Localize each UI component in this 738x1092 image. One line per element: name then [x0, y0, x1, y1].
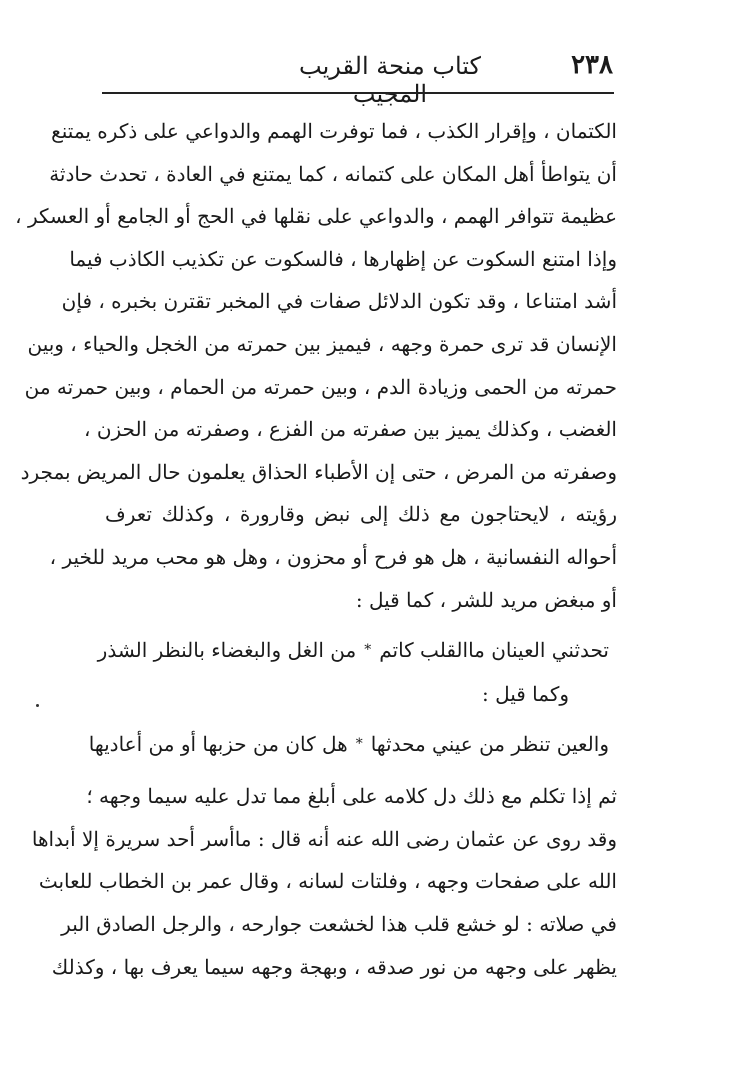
book-title: كتاب منحة القريب المجيب	[299, 52, 481, 108]
text-line: وإذا امتنع السكوت عن إظهارها ، فالسكوت عن تكذيب الكاذب فيما	[69, 246, 617, 271]
verse-2	[88, 721, 617, 767]
verse-second-half: من الغل والبغضاء بالنظر الشذر	[97, 638, 357, 663]
verse-1	[97, 627, 617, 673]
text-line: عظيمة تتوافر الهمم ، والدواعي على نقلها في الحج أو الجامع أو العسكر ،	[15, 204, 617, 229]
verse-first-half: والعين تنظر من عيني محدثها	[370, 732, 609, 757]
text-line: الكتمان ، وإقرار الكذب ، فما توفرت الهمم والدواعي على ذكره يمتنع	[51, 119, 617, 143]
page-header	[110, 46, 613, 108]
text-line: الإنسان قد ترى حمرة وجهه ، فيميز بين حمرته من الخجل والحياء ، وبين	[27, 331, 617, 356]
text-line: رؤيته ، لايحتاجون مع ذلك إلى نبض وقارورة ، وكذلك تعرف	[105, 502, 618, 527]
body-text	[15, 110, 618, 988]
text-line: حمرته من الحمى وزيادة الدم ، وبين حمرته من الحمام ، وبين حمرته من	[24, 374, 617, 399]
paragraph-1	[15, 110, 618, 621]
text-line: وصفرته من المرض ، حتى إن الأطباء الحذاق يعلمون حال المريض بمجرد	[20, 459, 617, 484]
verse-separator: *	[364, 642, 372, 659]
page-number: ٢٣٨	[571, 50, 613, 80]
text-line: يظهر على وجهه من نور صدقه ، وبهجة وجهه سيما يعرف بها ، وكذلك	[51, 954, 617, 979]
text-line: وقد روى عن عثمان رضى الله عنه أنه قال : ماأسر أحد سريرة إلا أبداها	[31, 826, 617, 851]
paragraph-2	[31, 775, 617, 988]
text-line: الغضب ، وكذلك يميز بين صفرته من الفزع ، وصفرته من الحزن ،	[84, 417, 617, 442]
verse-second-half: هل كان من حزبها أو من أعاديها	[88, 732, 348, 757]
ink-speck	[36, 704, 39, 707]
text-line: الله على صفحات وجهه ، وفلتات لسانه ، وقال عمر بن الخطاب للعابث	[38, 869, 617, 894]
paragraph-gap	[105, 767, 617, 775]
verse-first-half: تحدثني العينان ماالقلب كاتم	[379, 638, 609, 663]
text-line: أشد امتناعا ، وقد تكون الدلائل صفات في المخبر تقترن بخبره ، فإن	[61, 289, 617, 314]
text-line: في صلاته : لو خشع قلب هذا لخشعت جوارحه ، والرجل الصادق البر	[61, 911, 617, 936]
text-line: أو مبغض مريد للشر ، كما قيل :	[355, 587, 617, 612]
text-line: أن يتواطأ أهل المكان على كتمانه ، كما يمتنع في العادة ، تحدث حادثة	[49, 161, 617, 186]
text-line: أحواله النفسانية ، هل هو فرح أو محزون ، وهل هو محب مريد للخير ،	[49, 544, 617, 569]
text-line: ثم إذا تكلم مع ذلك دل كلامه على أبلغ مما تدل عليه سيما وجهه ؛	[86, 784, 617, 809]
verse-intro: وكما قيل :	[481, 682, 569, 707]
header-rule	[102, 92, 614, 94]
verse-separator: *	[355, 736, 363, 753]
